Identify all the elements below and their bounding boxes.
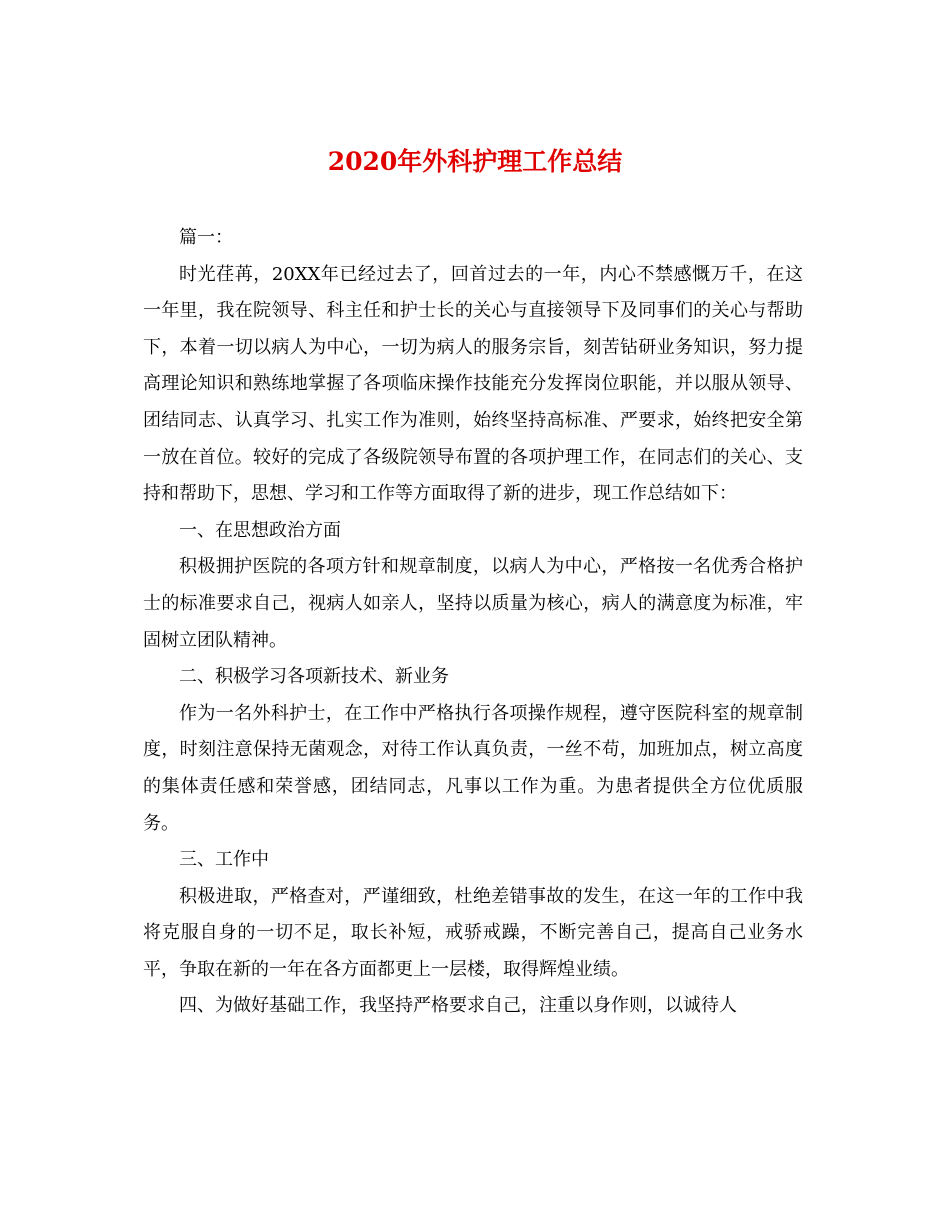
paragraph-section-label: 篇一： xyxy=(179,227,233,248)
paragraph-at-work: 积极进取，严格查对，严谨细致，杜绝差错事故的发生，在这一年的工作中我将克服自身的一切不足，取长补短，戒骄戒躁，不断完善自己，提高自己业务水平，争取在新的一年在各方面都更上一层楼，取得辉煌业绩。 xyxy=(143,885,803,980)
heading-political-thought: 一、在思想政治方面 xyxy=(179,519,341,541)
document-body xyxy=(143,220,803,1025)
heading-new-techniques: 二、积极学习各项新技术、新业务 xyxy=(179,666,449,688)
paragraph-intro: 时光荏苒，20XX年已经过去了，回首过去的一年，内心不禁感慨万千，在这一年里，我在院领导、科主任和护士长的关心与直接领导下及同事们的关心与帮助下，本着一切以病人为中心，一切为病人的服务宗旨，刻苦钻研业务知识，努力提高理论知识和熟练地掌握了各项临床操作技能充分发挥岗位职能，并以服从领导、团结同志、认真学习、扎实工作为准则，始终坚持高标准、严要求，始终把安全第一放在首位。较好的完成了各级院领导布置的各项护理工作，在同志们的关心、支持和帮助下，思想、学习和工作等方面取得了新的进步，现工作总结如下： xyxy=(143,263,803,505)
paragraph-new-techniques: 作为一名外科护士，在工作中严格执行各项操作规程，遵守医院科室的规章制度，时刻注意保持无菌观念，对待工作认真负责，一丝不苟，加班加点，树立高度的集体责任感和荣誉感，团结同志，凡事以工作为重。为患者提供全方位优质服务。 xyxy=(143,702,803,834)
document-title: 2020年外科护理工作总结 xyxy=(327,147,623,176)
paragraph-basic-work: 四、为做好基础工作，我坚持严格要求自己，注重以身作则，以诚待人 xyxy=(179,995,737,1017)
paragraph-political-thought: 积极拥护医院的各项方针和规章制度，以病人为中心，严格按一名优秀合格护士的标准要求自己，视病人如亲人，坚持以质量为核心，病人的满意度为标准，牢固树立团队精神。 xyxy=(143,556,803,651)
heading-at-work: 三、工作中 xyxy=(179,849,269,871)
